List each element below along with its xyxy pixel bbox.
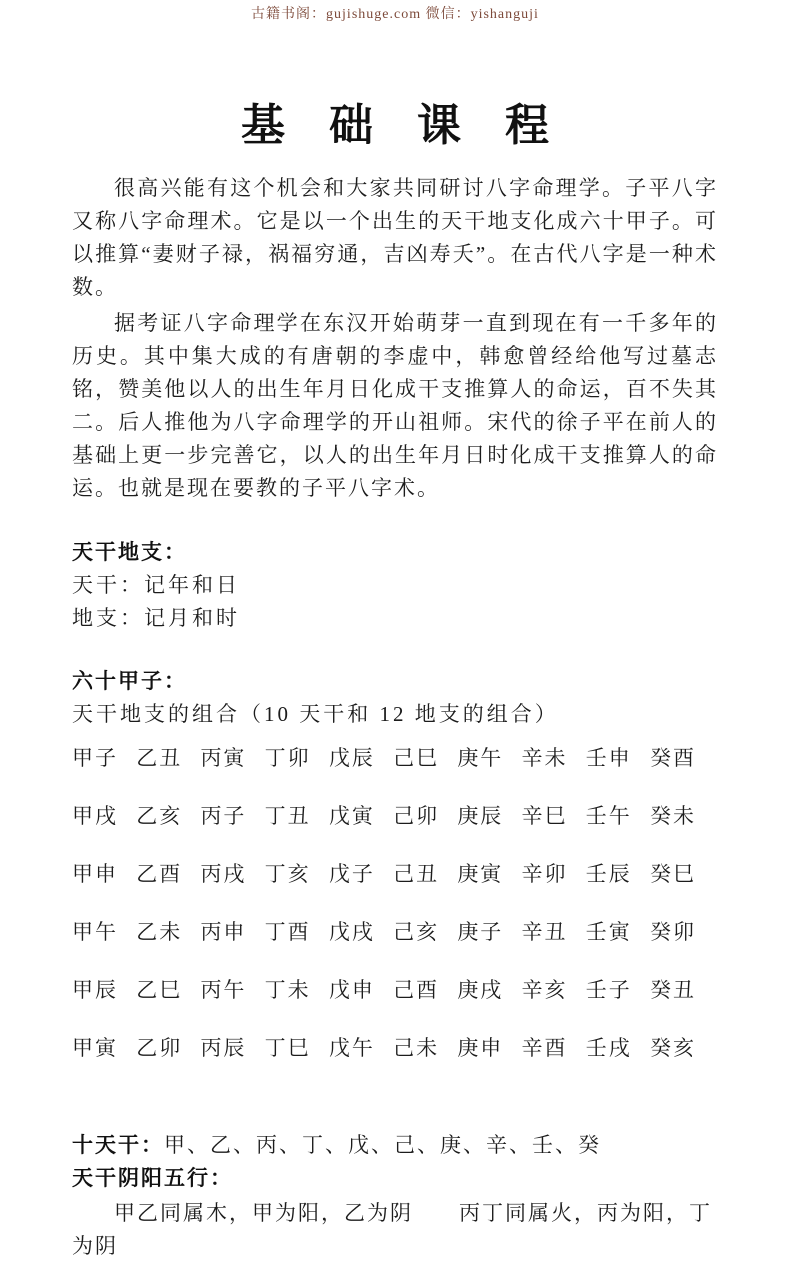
ganzhi-cell: 癸亥 bbox=[649, 1036, 696, 1060]
ganzhi-table bbox=[72, 747, 696, 1059]
ganzhi-cell: 甲午 bbox=[72, 920, 118, 944]
ganzhi-cell: 丙子 bbox=[200, 804, 247, 828]
ganzhi-cell: 丙申 bbox=[200, 920, 247, 944]
ganzhi-cell: 乙未 bbox=[136, 920, 183, 944]
ganzhi-row bbox=[72, 979, 696, 1001]
ganzhi-row bbox=[72, 747, 696, 769]
ganzhi-cell: 甲辰 bbox=[72, 978, 118, 1002]
ganzhi-cell: 乙卯 bbox=[136, 1036, 183, 1060]
section-heading-tiangandizhi: 天干地支： bbox=[72, 541, 187, 564]
ganzhi-cell: 辛亥 bbox=[521, 978, 568, 1002]
ganzhi-cell: 甲申 bbox=[72, 862, 118, 886]
page-title: 基 础 课 程 bbox=[241, 101, 549, 150]
ganzhi-cell: 戊戌 bbox=[328, 920, 375, 944]
ganzhi-cell: 壬戌 bbox=[585, 1036, 632, 1060]
ganzhi-cell: 乙丑 bbox=[136, 746, 183, 770]
ganzhi-cell: 辛丑 bbox=[521, 920, 568, 944]
ganzhi-cell: 己亥 bbox=[393, 920, 440, 944]
ganzhi-cell: 丙辰 bbox=[200, 1036, 247, 1060]
tiangan-line: 天干：记年和日 bbox=[72, 573, 240, 597]
site-header: 古籍书阁：gujishuge.com 微信：yishanguji bbox=[251, 7, 539, 22]
ganzhi-cell: 癸巳 bbox=[649, 862, 696, 886]
dizhi-line: 地支：记月和时 bbox=[72, 606, 240, 630]
ganzhi-cell: 壬寅 bbox=[585, 920, 632, 944]
ganzhi-cell: 己巳 bbox=[393, 746, 440, 770]
shitiangan-value: 甲、乙、丙、丁、戊、己、庚、辛、壬、癸 bbox=[164, 1133, 601, 1157]
ganzhi-cell: 丙午 bbox=[200, 978, 247, 1002]
shitiangan-line bbox=[72, 1129, 718, 1162]
shitiangan-label: 十天干： bbox=[72, 1134, 164, 1157]
ganzhi-cell: 癸卯 bbox=[649, 920, 696, 944]
ganzhi-cell: 癸酉 bbox=[649, 746, 696, 770]
ganzhi-cell: 庚申 bbox=[457, 1036, 504, 1060]
ganzhi-cell: 庚戌 bbox=[457, 978, 504, 1002]
ganzhi-cell: 丁丑 bbox=[264, 804, 311, 828]
intro-paragraph-2: 据考证八字命理学在东汉开始萌芽一直到现在有一千多年的历史。其中集大成的有唐朝的李虚中，韩愈曾经给他写过墓志铭，赞美他以人的出生年月日化成干支推算人的命运，百不失其二。后人推他为八字命理学的开山祖师。宋代的徐子平在前人的基础上更一步完善它，以人的出生年月日时化成干支推算人的命运。也就是现在要教的子平八字术。 bbox=[72, 311, 718, 500]
ganzhi-cell: 丙寅 bbox=[200, 746, 247, 770]
ganzhi-cell: 己卯 bbox=[393, 804, 440, 828]
ganzhi-cell: 丁卯 bbox=[264, 746, 311, 770]
ganzhi-cell: 丙戌 bbox=[200, 862, 247, 886]
section-heading-liushijiazi: 六十甲子： bbox=[72, 670, 187, 693]
ganzhi-row bbox=[72, 863, 696, 885]
ganzhi-row bbox=[72, 805, 696, 827]
ganzhi-cell: 壬午 bbox=[585, 804, 632, 828]
ganzhi-cell: 壬申 bbox=[585, 746, 632, 770]
section-heading-wuxing: 天干阴阳五行： bbox=[72, 1167, 233, 1190]
ganzhi-cell: 戊午 bbox=[328, 1036, 375, 1060]
ganzhi-cell: 癸未 bbox=[649, 804, 696, 828]
ganzhi-cell: 壬辰 bbox=[585, 862, 632, 886]
ganzhi-cell: 甲寅 bbox=[72, 1036, 118, 1060]
ganzhi-cell: 庚寅 bbox=[457, 862, 504, 886]
ganzhi-cell: 甲子 bbox=[72, 746, 118, 770]
ganzhi-cell: 辛卯 bbox=[521, 862, 568, 886]
ganzhi-cell: 丁未 bbox=[264, 978, 311, 1002]
ganzhi-cell: 己丑 bbox=[393, 862, 440, 886]
ganzhi-cell: 戊寅 bbox=[328, 804, 375, 828]
ganzhi-cell: 丁亥 bbox=[264, 862, 311, 886]
ganzhi-row bbox=[72, 1037, 696, 1059]
ganzhi-cell: 甲戌 bbox=[72, 804, 118, 828]
ganzhi-cell: 辛巳 bbox=[521, 804, 568, 828]
ganzhi-cell: 乙巳 bbox=[136, 978, 183, 1002]
ganzhi-cell: 戊申 bbox=[328, 978, 375, 1002]
liushijiazi-subtitle: 天干地支的组合（10 天干和 12 地支的组合） bbox=[72, 702, 559, 726]
ganzhi-cell: 庚子 bbox=[457, 920, 504, 944]
ganzhi-cell: 壬子 bbox=[585, 978, 632, 1002]
ganzhi-cell: 丁酉 bbox=[264, 920, 311, 944]
ganzhi-cell: 庚午 bbox=[457, 746, 504, 770]
ganzhi-cell: 辛酉 bbox=[521, 1036, 568, 1060]
ganzhi-cell: 庚辰 bbox=[457, 804, 504, 828]
ganzhi-cell: 己酉 bbox=[393, 978, 440, 1002]
ganzhi-cell: 癸丑 bbox=[649, 978, 696, 1002]
ganzhi-cell: 戊辰 bbox=[328, 746, 375, 770]
ganzhi-cell: 己未 bbox=[393, 1036, 440, 1060]
ganzhi-cell: 戊子 bbox=[328, 862, 375, 886]
ganzhi-cell: 乙酉 bbox=[136, 862, 183, 886]
ganzhi-cell: 辛未 bbox=[521, 746, 568, 770]
wuxing-line: 甲乙同属木，甲为阳，乙为阴 丙丁同属火，丙为阳，丁为阴 bbox=[72, 1201, 712, 1258]
intro-paragraph-1: 很高兴能有这个机会和大家共同研讨八字命理学。子平八字又称八字命理术。它是以一个出生的天干地支化成六十甲子。可以推算“妻财子禄，祸福穷通，吉凶寿夭”。在古代八字是一种术数。 bbox=[72, 176, 718, 299]
ganzhi-cell: 乙亥 bbox=[136, 804, 183, 828]
ganzhi-cell: 丁巳 bbox=[264, 1036, 311, 1060]
ganzhi-row bbox=[72, 921, 696, 943]
